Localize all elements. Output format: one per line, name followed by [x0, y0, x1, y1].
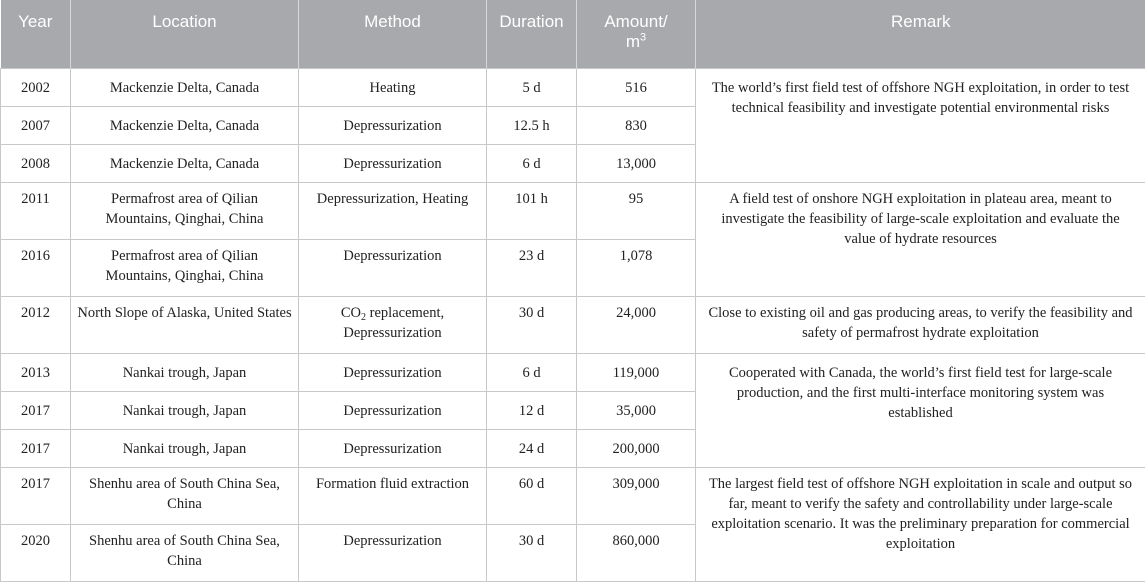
cell-method: Heating — [299, 68, 487, 106]
cell-duration: 6 d — [487, 353, 577, 391]
cell-amount: 95 — [577, 182, 696, 239]
cell-location: Shenhu area of South China Sea, China — [71, 524, 299, 581]
table-row — [1, 68, 1145, 106]
cell-location: Nankai trough, Japan — [71, 429, 299, 467]
header-duration: Duration — [487, 0, 577, 68]
table-row — [1, 353, 1145, 391]
cell-method: Depressurization, Heating — [299, 182, 487, 239]
cell-duration: 12 d — [487, 391, 577, 429]
cell-year: 2016 — [1, 239, 71, 296]
cell-remark: The largest field test of offshore NGH exploitation in scale and output so far, meant to verify the safety and controllability under large-scale exploitation scenario. It was the preliminary preparation for commercial exploitation — [696, 467, 1145, 581]
cell-location: Mackenzie Delta, Canada — [71, 106, 299, 144]
cell-method: Depressurization — [299, 353, 487, 391]
table-row — [1, 296, 1145, 353]
cell-duration: 101 h — [487, 182, 577, 239]
cell-location: Permafrost area of Qilian Mountains, Qinghai, China — [71, 239, 299, 296]
cell-duration: 30 d — [487, 524, 577, 581]
cell-location: Nankai trough, Japan — [71, 391, 299, 429]
cell-method: Depressurization — [299, 391, 487, 429]
cell-location: Mackenzie Delta, Canada — [71, 68, 299, 106]
cell-amount: 200,000 — [577, 429, 696, 467]
cell-remark: A field test of onshore NGH exploitation in plateau area, meant to investigate the feasibility of large-scale exploitation and evaluate the value of hydrate resources — [696, 182, 1145, 296]
header-amount-unit-exp: 3 — [640, 31, 646, 43]
cell-year: 2011 — [1, 182, 71, 239]
cell-remark: Close to existing oil and gas producing areas, to verify the feasibility and safety of permafrost hydrate exploitation — [696, 296, 1145, 353]
cell-year: 2017 — [1, 467, 71, 524]
method-co2-subscript: 2 — [361, 312, 366, 323]
method-co2-prefix: CO — [341, 305, 361, 321]
cell-duration: 23 d — [487, 239, 577, 296]
cell-method: Depressurization — [299, 524, 487, 581]
cell-method: Depressurization — [299, 239, 487, 296]
cell-year: 2017 — [1, 391, 71, 429]
cell-amount: 119,000 — [577, 353, 696, 391]
cell-year: 2020 — [1, 524, 71, 581]
cell-remark: Cooperated with Canada, the world’s first field test for large-scale production, and the first multi-interface monitoring system was established — [696, 353, 1145, 467]
cell-duration: 24 d — [487, 429, 577, 467]
cell-duration: 12.5 h — [487, 106, 577, 144]
cell-method: Depressurization — [299, 429, 487, 467]
table-row — [1, 467, 1145, 524]
cell-location: Nankai trough, Japan — [71, 353, 299, 391]
cell-year: 2017 — [1, 429, 71, 467]
cell-amount: 1,078 — [577, 239, 696, 296]
cell-remark: The world’s first field test of offshore NGH exploitation, in order to test technical feasibility and investigate potential environmental risks — [696, 68, 1145, 182]
header-amount-label: Amount/ — [604, 12, 667, 31]
table-row — [1, 182, 1145, 239]
cell-location: North Slope of Alaska, United States — [71, 296, 299, 353]
header-amount — [577, 0, 696, 68]
cell-method: Depressurization — [299, 106, 487, 144]
cell-amount: 860,000 — [577, 524, 696, 581]
cell-duration: 6 d — [487, 144, 577, 182]
cell-amount: 35,000 — [577, 391, 696, 429]
header-location: Location — [71, 0, 299, 68]
cell-amount: 13,000 — [577, 144, 696, 182]
header-amount-unit: m — [626, 32, 640, 51]
header-row — [1, 0, 1145, 68]
header-remark: Remark — [696, 0, 1145, 68]
cell-method: Formation fluid extraction — [299, 467, 487, 524]
cell-method — [299, 296, 487, 353]
cell-amount: 830 — [577, 106, 696, 144]
cell-amount: 24,000 — [577, 296, 696, 353]
cell-duration: 60 d — [487, 467, 577, 524]
cell-amount: 309,000 — [577, 467, 696, 524]
cell-year: 2008 — [1, 144, 71, 182]
cell-year: 2013 — [1, 353, 71, 391]
cell-duration: 30 d — [487, 296, 577, 353]
cell-location: Shenhu area of South China Sea, China — [71, 467, 299, 524]
method-co2-rest: replacement, Depressurization — [343, 305, 444, 341]
cell-year: 2007 — [1, 106, 71, 144]
header-year: Year — [1, 0, 71, 68]
cell-location: Mackenzie Delta, Canada — [71, 144, 299, 182]
cell-amount: 516 — [577, 68, 696, 106]
cell-year: 2012 — [1, 296, 71, 353]
cell-year: 2002 — [1, 68, 71, 106]
cell-location: Permafrost area of Qilian Mountains, Qinghai, China — [71, 182, 299, 239]
cell-method: Depressurization — [299, 144, 487, 182]
header-method: Method — [299, 0, 487, 68]
cell-duration: 5 d — [487, 68, 577, 106]
